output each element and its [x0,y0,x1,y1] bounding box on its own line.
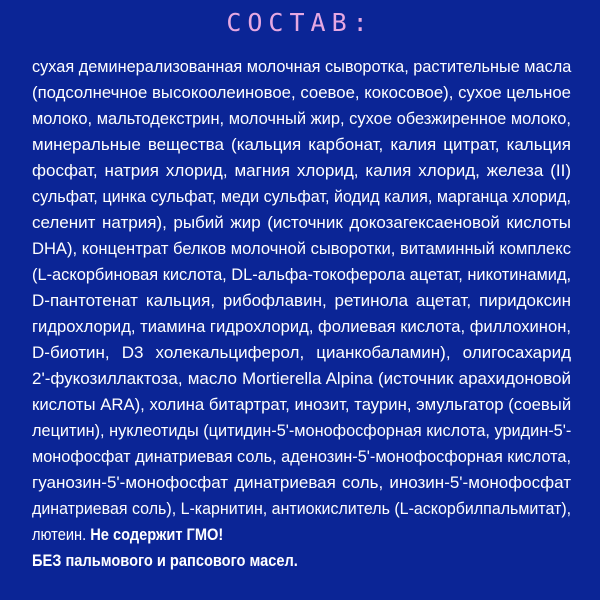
composition-line: (L-аскорбиновая кислота, DL-альфа-токоферола ацетат, никотинамид, [32,265,572,284]
composition-title: СОСТАВ: [226,8,374,37]
composition-line: монофосфат динатриевая соль, аденозин-5'-монофосфорная кислота, [32,447,571,466]
composition-line: 2'-фукозиллактоза, масло Mortierella Alpina (источник арахидоновой [32,369,571,388]
composition-line: (подсолнечное высокоолеиновое, соевое, кокосовое), сухое цельное [32,83,571,102]
composition-line: молоко, мальтодекстрин, молочный жир, сухое обезжиренное молоко, [32,109,571,128]
composition-line: D-биотин, D3 холекальциферол, цианкобаламин), олигосахарид [32,343,571,362]
ingredient-lutein: лютеин. [32,525,87,544]
composition-line: динатриевая соль), L-карнитин, антиокислитель (L-аскорбилпальмитат), [32,499,572,518]
composition-line: селенит натрия), рыбий жир (источник докозагексаеновой кислоты [32,213,571,232]
composition-line: сухая деминерализованная молочная сыворотка, растительные масла [32,57,572,76]
composition-line: гуанозин-5'-монофосфат динатриевая соль, инозин-5'-монофосфат [32,473,571,492]
composition-line: сульфат, цинка сульфат, меди сульфат, йодид калия, марганца хлорид, [32,187,571,206]
composition-line: DHA), концентрат белков молочной сыворотки, витаминный комплекс [32,239,571,258]
composition-line: фосфат, натрия хлорид, магния хлорид, калия хлорид, железа (II) [32,161,571,180]
no-gmo-notice: Не содержит ГМО! [90,525,224,544]
composition-line: гидрохлорид, тиамина гидрохлорид, фолиевая кислота, филлохинон, [32,317,571,336]
composition-line: лецитин), нуклеотиды (цитидин-5'-монофосфорная кислота, уридин-5'- [32,421,572,440]
composition-line: кислоты ARA), холина битартрат, инозит, таурин, эмульгатор (соевый [32,395,572,414]
composition-line: минеральные вещества (кальция карбонат, калия цитрат, кальция [32,135,571,154]
composition-text [32,54,571,574]
composition-line: D-пантотенат кальция, рибофлавин, ретинола ацетат, пиридоксин [32,291,571,310]
no-palm-rapeseed-notice: БЕЗ пальмового и рапсового масел. [32,551,298,570]
composition-line-gmo [32,522,496,548]
